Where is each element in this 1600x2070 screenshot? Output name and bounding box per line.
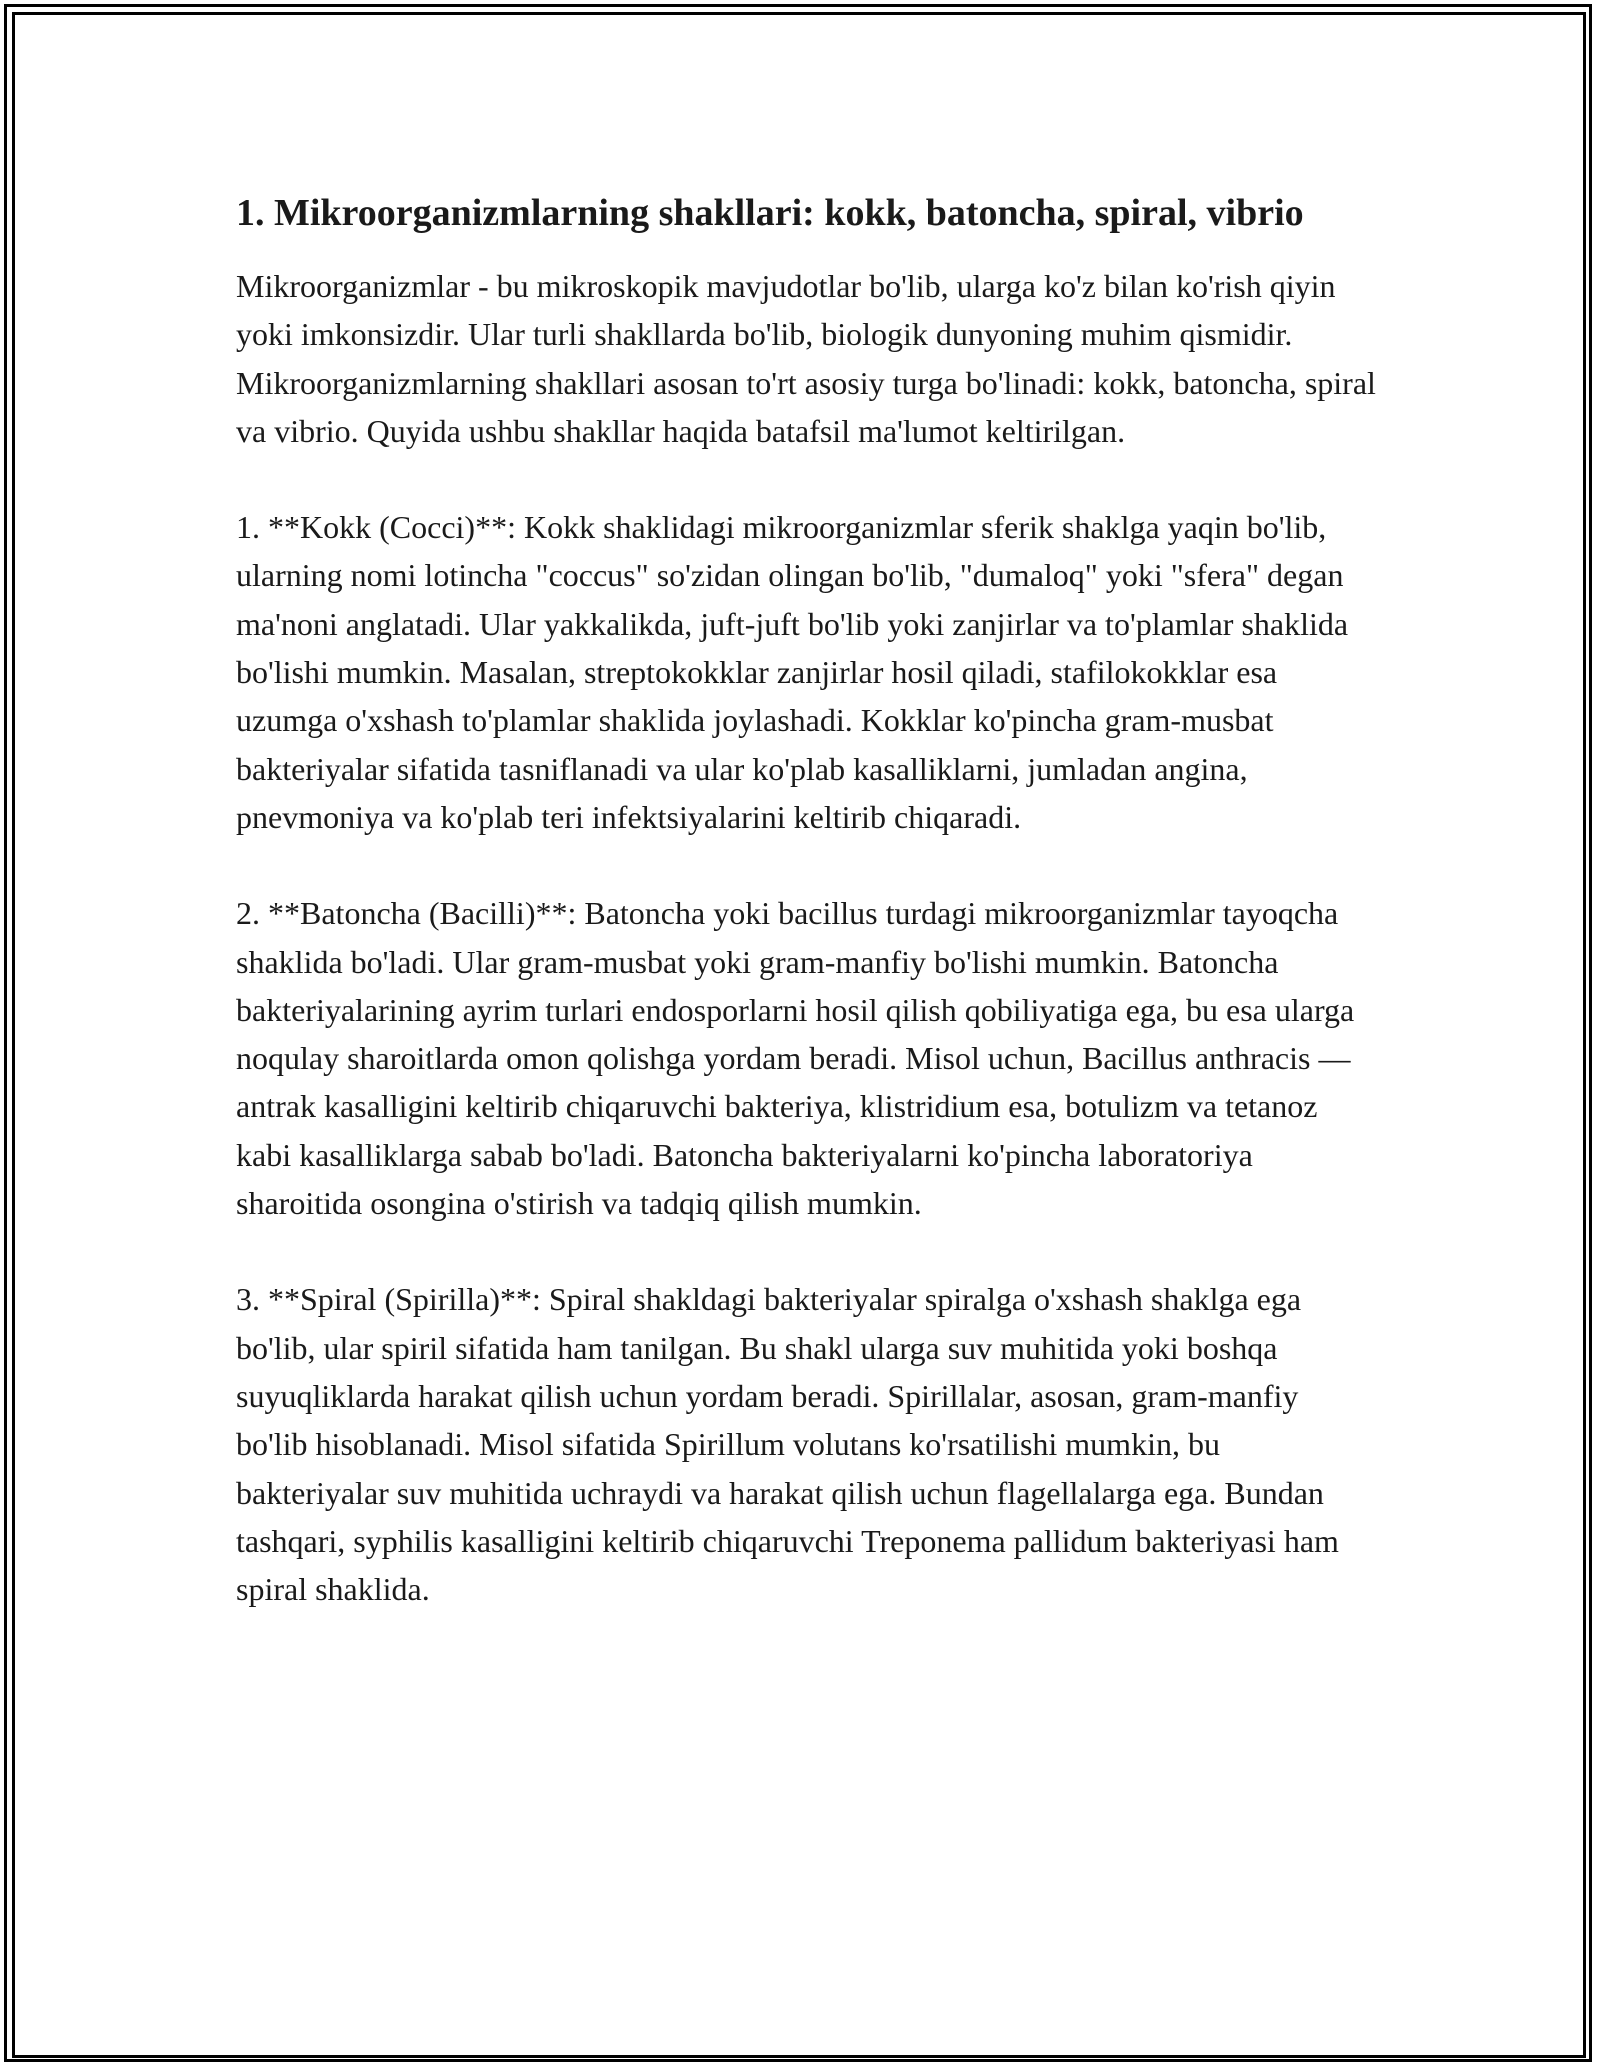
page-title: 1. Mikroorganizmlarning shakllari: kokk, batoncha, spiral, vibrio: [236, 192, 1304, 234]
cocci-paragraph: 1. **Kokk (Cocci)**: Kokk shaklidagi mikroorganizmlar sferik shaklga yaqin bo'lib, ularning nomi lotincha "coccus" so'zidan olingan bo'lib, "dumaloq" yoki "sfera" degan ma'noni anglatadi. Ular yakkalikda, juft-juft bo'lib yoki zanjirlar va to'plamlar shaklida bo'lishi mumkin. Masalan, streptokokklar zanjirlar hosil qiladi, stafilokokklar esa uzumga o'xshash to'plamlar shaklida joylashadi. Kokklar ko'pincha gram-musbat bakteriyalar sifatida tasniflanadi va ular ko'plab kasalliklarni, jumladan angina, pnevmoniya va ko'plab teri infektsiyalarini keltirib chiqaradi.: [236, 509, 1349, 835]
intro-paragraph: Mikroorganizmlar - bu mikroskopik mavjudotlar bo'lib, ularga ko'z bilan ko'rish qiyin yoki imkonsizdir. Ular turli shakllarda bo'lib, biologik dunyoning muhim qismidir. Mikroorganizmlarning shakllari asosan to'rt asosiy turga bo'linadi: kokk, batoncha, spiral va vibrio. Quyida ushbu shakllar haqida batafsil ma'lumot keltirilgan.: [236, 268, 1376, 449]
document-body: [236, 186, 1376, 1661]
bacilli-paragraph: 2. **Batoncha (Bacilli)**: Batoncha yoki bacillus turdagi mikroorganizmlar tayoqcha shaklida bo'ladi. Ular gram-musbat yoki gram-manfiy bo'lishi mumkin. Batoncha bakteriyalarining ayrim turlari endosporlarni hosil qilish qobiliyatiga ega, bu esa ularga noqulay sharoitlarda omon qolishga yordam beradi. Misol uchun, Bacillus anthracis — antrak kasalligini keltirib chiqaruvchi bakteriya, klistridium esa, botulizm va tetanoz kabi kasalliklarga sabab bo'ladi. Batoncha bakteriyalarni ko'pincha laboratoriya sharoitida osongina o'stirish va tadqiq qilish mumkin.: [236, 895, 1355, 1222]
spirilla-paragraph: 3. **Spiral (Spirilla)**: Spiral shakldagi bakteriyalar spiralga o'xshash shaklga ega bo'lib, ular spiril sifatida ham tanilgan. Bu shakl ularga suv muhitida yoki boshqa suyuqliklarda harakat qilish uchun yordam beradi. Spirillalar, asosan, gram-manfiy bo'lib hisoblanadi. Misol sifatida Spirillum volutans ko'rsatilishi mumkin, bu bakteriyalar suv muhitida uchraydi va harakat qilish uchun flagellalarga ega. Bundan tashqari, syphilis kasalligini keltirib chiqaruvchi Treponema pallidum bakteriyasi ham spiral shaklida.: [236, 1281, 1339, 1608]
